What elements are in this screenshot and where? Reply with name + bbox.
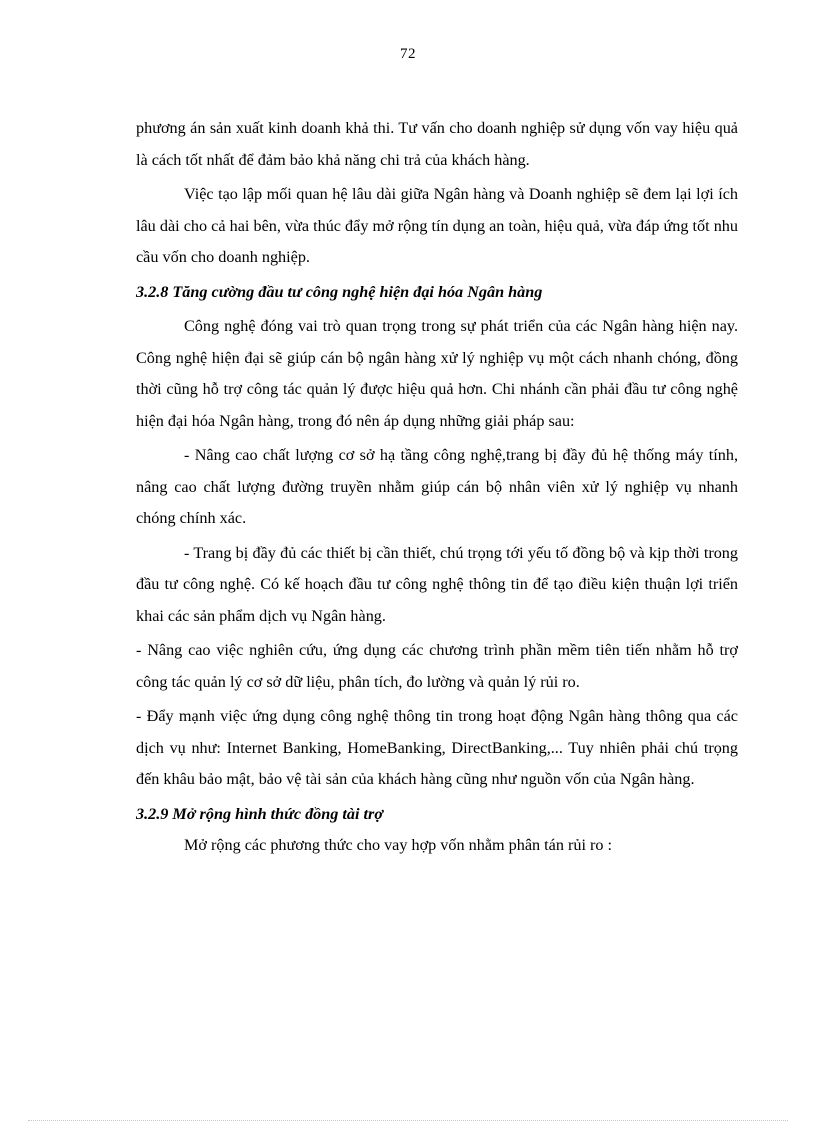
bullet-paragraph: - Đẩy mạnh việc ứng dụng công nghệ thông tin trong hoạt động Ngân hàng thông qua các dịch vụ như: Internet Banking, HomeBanking, DirectBanking,... Tuy nhiên phải chú trọng đến khâu bảo mật, bảo vệ tài sản của khách hàng cũng như nguồn vốn của Ngân hàng. (136, 707, 738, 788)
section-heading: 3.2.9 Mở rộng hình thức đồng tài trợ (136, 804, 384, 823)
paragraph: Công nghệ đóng vai trò quan trọng trong sự phát triển của các Ngân hàng hiện nay. Công nghệ hiện đại sẽ giúp cán bộ ngân hàng xử lý nghiệp vụ một cách nhanh chóng, đồng thời cũng hỗ trợ công tác quản lý được hiệu quả hơn. Chi nhánh cần phải đầu tư công nghệ hiện đại hóa Ngân hàng, trong đó nên áp dụng những giải pháp sau: (136, 317, 738, 430)
page-bottom-divider (28, 1120, 788, 1121)
paragraph: phương án sản xuất kinh doanh khả thi. Tư vấn cho doanh nghiệp sử dụng vốn vay hiệu quả là cách tốt nhất để đảm bảo khả năng chi trả của khách hàng. (136, 119, 738, 169)
section-heading: 3.2.8 Tăng cường đầu tư công nghệ hiện đại hóa Ngân hàng (136, 282, 543, 301)
paragraph: Mở rộng các phương thức cho vay hợp vốn nhằm phân tán rủi ro : (184, 836, 613, 854)
bullet-paragraph: - Nâng cao chất lượng cơ sở hạ tầng công nghệ,trang bị đầy đủ hệ thống máy tính, nâng cao chất lượng đường truyền nhằm giúp cán bộ nhân viên xử lý nghiệp vụ nhanh chóng chính xác. (136, 446, 738, 527)
page-number: 72 (400, 46, 416, 62)
bullet-paragraph: - Nâng cao việc nghiên cứu, ứng dụng các chương trình phần mềm tiên tiến nhằm hỗ trợ công tác quản lý cơ sở dữ liệu, phân tích, đo lường và quản lý rủi ro. (136, 641, 738, 691)
document-body (136, 113, 738, 865)
paragraph: Việc tạo lập mối quan hệ lâu dài giữa Ngân hàng và Doanh nghiệp sẽ đem lại lợi ích lâu dài cho cả hai bên, vừa thúc đẩy mở rộng tín dụng an toàn, hiệu quả, vừa đáp ứng tốt nhu cầu vốn cho doanh nghiệp. (136, 185, 738, 266)
bullet-paragraph: - Trang bị đầy đủ các thiết bị cần thiết, chú trọng tới yếu tố đồng bộ và kịp thời trong đầu tư công nghệ. Có kế hoạch đầu tư công nghệ thông tin để tạo điều kiện thuận lợi triển khai các sản phẩm dịch vụ Ngân hàng. (136, 543, 738, 625)
